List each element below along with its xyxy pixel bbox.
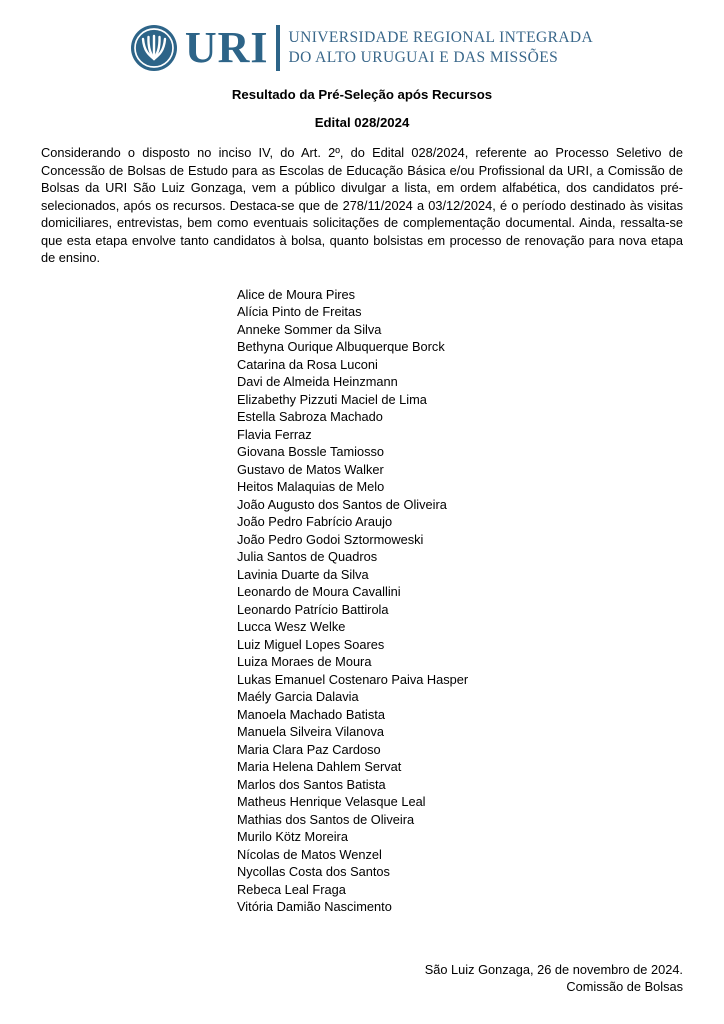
candidate-name: Lucca Wesz Welke: [237, 619, 346, 634]
edital-number: Edital 028/2024: [314, 115, 410, 130]
candidate-name: João Pedro Fabrício Araujo: [237, 514, 393, 529]
candidate-name: Anneke Sommer da Silva: [237, 321, 382, 337]
candidate-name: Manuela Silveira Vilanova: [237, 724, 385, 739]
candidate-name: Giovana Bossle Tamiosso: [237, 444, 385, 459]
intro-paragraph: Considerando o disposto no inciso IV, do Art. 2º, do Edital 028/2024, referente ao Processo Seletivo de Concessão de Bolsas de Estudo para as Escolas de Educação Básica e/ou Profissional da URI, a Comissão de Bolsas da URI São Luiz Gonzaga, vem a público divulgar a lista, em ordem alfabética, dos candidatos pré-selecionados, após os recursos. Destaca-se que de 278/11/2024 a 03/12/2024, é o período destinado às visitas domiciliares, entrevistas, bem como eventuais solicitações de complementação documental. Ainda, ressalta-se que esta etapa envolve tanto candidatos à bolsa, quanto bolsistas em processo de renovação para nova etapa de ensino.: [41, 145, 683, 265]
candidate-name: Manoela Machado Batista: [237, 706, 385, 722]
signature-line: Comissão de Bolsas: [566, 979, 683, 994]
candidate-name: Nícolas de Matos Wenzel: [237, 846, 382, 862]
candidate-name: Maria Clara Paz Cardoso: [237, 741, 381, 757]
candidate-name: Leonardo de Moura Cavallini: [237, 584, 401, 599]
candidate-name: João Augusto dos Santos de Oliveira: [237, 496, 447, 512]
open-book-icon: [131, 25, 177, 71]
document-title: Resultado da Pré-Seleção após Recursos: [231, 87, 493, 102]
uri-logo: [131, 25, 593, 71]
candidate-name: Matheus Henrique Velasque Leal: [237, 794, 426, 809]
university-name: [289, 28, 594, 68]
candidate-name: Luiz Miguel Lopes Soares: [237, 636, 385, 652]
candidate-name: Alícia Pinto de Freitas: [237, 304, 362, 319]
document-footer: [41, 961, 683, 996]
candidate-name: Rebeca Leal Fraga: [237, 881, 346, 897]
candidate-name: Leonardo Patrício Battirola: [237, 601, 389, 617]
candidate-name: Catarina da Rosa Luconi: [237, 356, 378, 372]
candidate-list: [41, 286, 683, 916]
candidate-name: Estella Sabroza Machado: [237, 409, 383, 424]
candidate-name: Maria Helena Dahlem Servat: [237, 759, 402, 774]
candidate-name: Lukas Emanuel Costenaro Paiva Hasper: [237, 671, 469, 687]
candidate-name: Lavinia Duarte da Silva: [237, 566, 369, 582]
candidate-name: Luiza Moraes de Moura: [237, 654, 372, 669]
candidate-name: Murilo Kötz Moreira: [237, 829, 348, 844]
candidate-name: Flavia Ferraz: [237, 426, 312, 442]
candidate-name: Bethyna Ourique Albuquerque Borck: [237, 339, 445, 354]
candidate-name: Davi de Almeida Heinzmann: [237, 374, 398, 389]
candidate-name: Alice de Moura Pires: [237, 286, 356, 302]
candidate-name: Heitos Malaquias de Melo: [237, 479, 385, 494]
candidate-name: Maély Garcia Dalavia: [237, 689, 359, 704]
candidate-name: Nycollas Costa dos Santos: [237, 864, 390, 879]
candidate-name: Mathias dos Santos de Oliveira: [237, 811, 415, 827]
university-name-line1: UNIVERSIDADE REGIONAL INTEGRADA: [288, 29, 594, 46]
candidate-name: Vitória Damião Nascimento: [237, 899, 392, 914]
place-date-line: São Luiz Gonzaga, 26 de novembro de 2024.: [424, 961, 683, 977]
candidate-name: Julia Santos de Quadros: [237, 549, 378, 564]
candidate-name: João Pedro Godoi Sztormoweski: [237, 531, 424, 547]
candidate-name: Gustavo de Matos Walker: [237, 461, 384, 477]
candidate-name: Marlos dos Santos Batista: [237, 776, 386, 792]
university-header: [41, 25, 683, 71]
uri-acronym: URI: [184, 23, 269, 72]
university-name-line2: DO ALTO URUGUAI E DAS MISSÕES: [288, 49, 559, 66]
logo-divider: [276, 25, 280, 71]
candidate-name: Elizabethy Pizzuti Maciel de Lima: [237, 391, 427, 407]
